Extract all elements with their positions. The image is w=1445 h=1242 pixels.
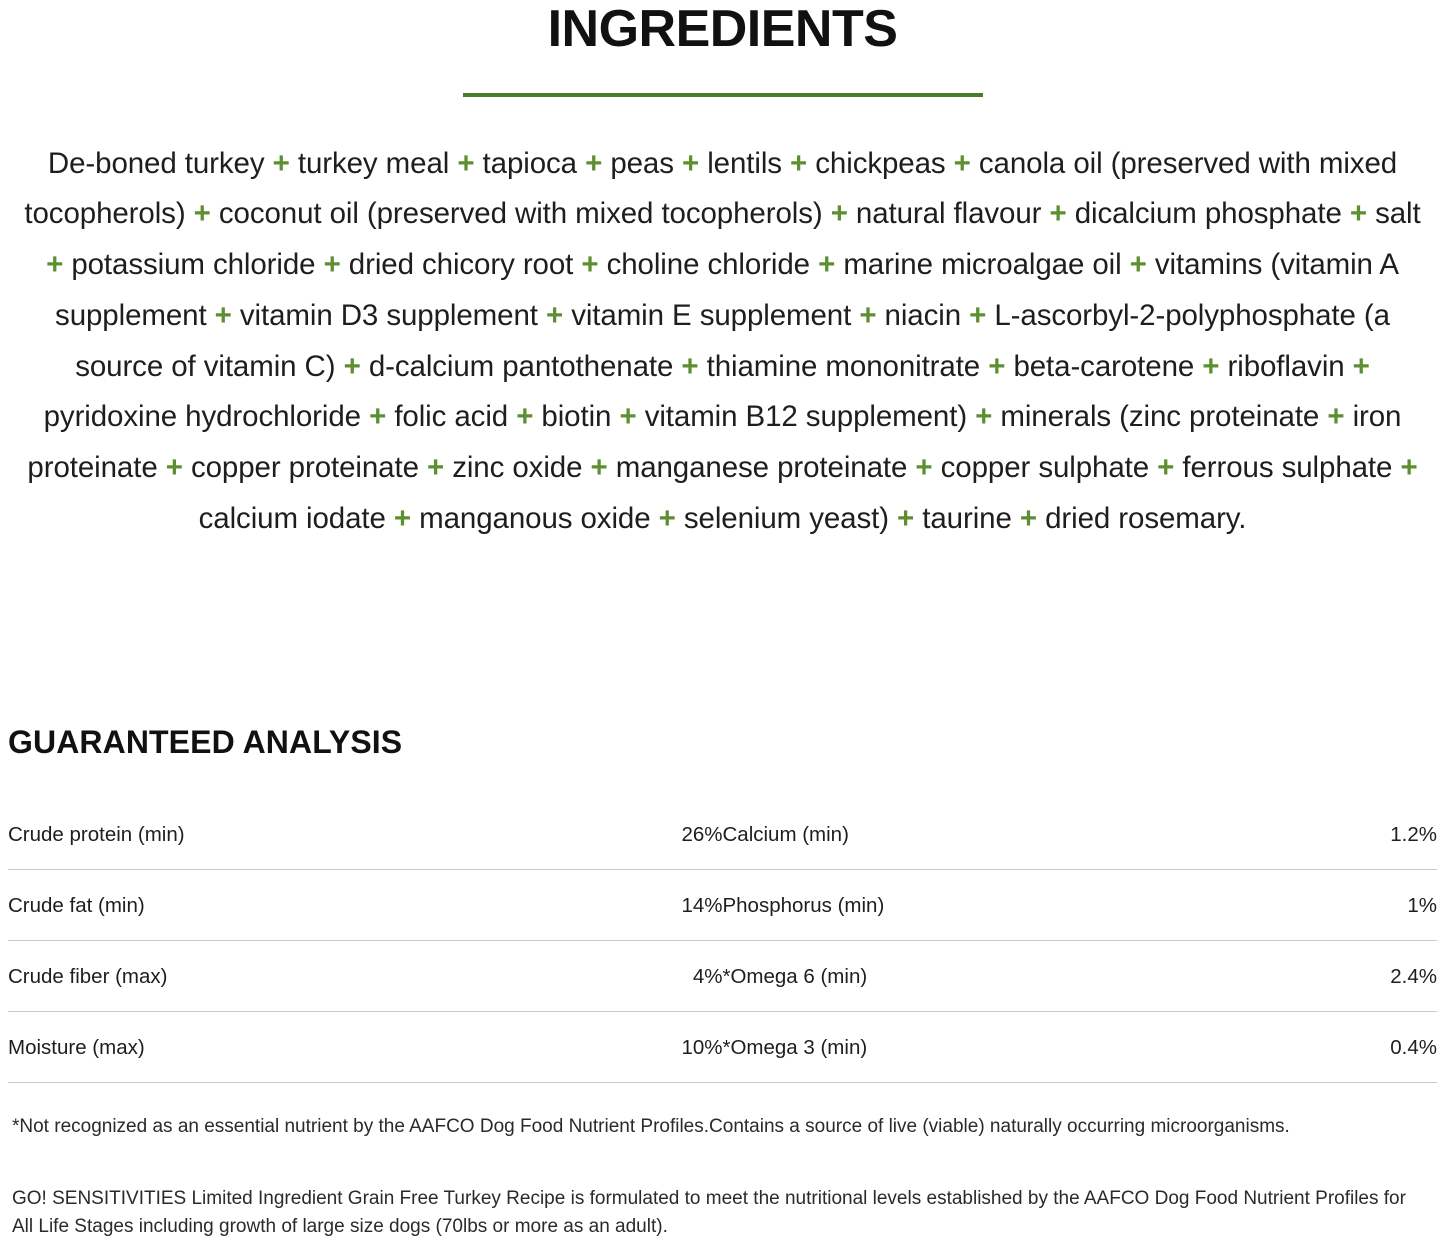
ingredient-separator: + bbox=[576, 146, 611, 180]
ingredient-item: lentils bbox=[707, 146, 782, 180]
ingredient-item: iron proteinate bbox=[27, 400, 1402, 484]
ingredient-item: coconut oil (preserved with mixed tocopherols) bbox=[218, 197, 823, 231]
ingredient-item: zinc oxide bbox=[452, 451, 583, 484]
ingredient-separator: + bbox=[537, 298, 572, 332]
ingredient-item: d-calcium pantothenate bbox=[368, 349, 674, 383]
table-row bbox=[8, 1011, 1437, 1082]
ingredient-separator: + bbox=[650, 501, 684, 535]
ingredient-item: dicalcium phosphate bbox=[1074, 197, 1342, 231]
guaranteed-analysis-table bbox=[8, 799, 1437, 1083]
ingredient-item: copper proteinate bbox=[190, 451, 419, 484]
ingredient-separator: + bbox=[315, 248, 349, 282]
ingredient-separator: + bbox=[46, 248, 72, 282]
ingredient-separator: + bbox=[385, 501, 420, 535]
ingredient-separator: + bbox=[673, 349, 707, 383]
nutrient-label: Crude fiber (max) bbox=[8, 940, 522, 1011]
ingredient-separator: + bbox=[611, 400, 645, 434]
ingredient-item: salt bbox=[1375, 197, 1421, 231]
ingredient-item: biotin bbox=[541, 400, 612, 434]
ingredient-separator: + bbox=[1392, 451, 1418, 484]
nutrient-label: Calcium (min) bbox=[722, 799, 1236, 870]
nutrient-value: 26% bbox=[522, 799, 722, 870]
ingredient-separator: + bbox=[1341, 197, 1376, 231]
ingredient-item: beta-carotene bbox=[1013, 349, 1195, 383]
ingredient-item: canola oil (preserved with mixed tocopherols) bbox=[24, 146, 1398, 231]
nutrient-label: *Omega 3 (min) bbox=[722, 1011, 1236, 1082]
nutrient-label: *Omega 6 (min) bbox=[722, 940, 1236, 1011]
ingredient-item: dried rosemary. bbox=[1045, 501, 1247, 535]
ingredient-item: manganous oxide bbox=[419, 501, 651, 535]
ingredient-separator: + bbox=[1319, 400, 1353, 434]
ingredient-separator: + bbox=[335, 349, 369, 383]
ingredient-separator: + bbox=[781, 146, 816, 180]
ingredients-list bbox=[8, 139, 1437, 545]
ingredient-separator: + bbox=[360, 400, 395, 434]
ingredient-item: folic acid bbox=[394, 400, 509, 434]
ingredient-item: vitamins (vitamin A supplement bbox=[55, 248, 1399, 332]
ingredient-separator: + bbox=[1121, 248, 1155, 282]
ingredient-separator: + bbox=[822, 197, 856, 231]
ingredient-separator: + bbox=[673, 146, 708, 180]
ingredient-separator: + bbox=[888, 501, 923, 535]
ingredient-item: taurine bbox=[922, 501, 1012, 535]
table-row bbox=[8, 869, 1437, 940]
ingredient-item: De-boned turkey bbox=[47, 146, 265, 180]
ingredient-item: dried chicory root bbox=[348, 248, 574, 282]
ingredient-separator: + bbox=[967, 400, 1001, 434]
ingredient-separator: + bbox=[449, 146, 483, 180]
nutrient-value: 10% bbox=[522, 1011, 722, 1082]
ingredient-separator: + bbox=[851, 298, 885, 332]
ingredient-item: choline chloride bbox=[606, 248, 810, 282]
ingredient-separator: + bbox=[418, 451, 453, 484]
ingredient-item: natural flavour bbox=[855, 197, 1042, 231]
ingredient-item: vitamin B12 supplement) bbox=[644, 400, 968, 434]
guaranteed-analysis-footnote: *Not recognized as an essential nutrient by the AAFCO Dog Food Nutrient Profiles.Contains a source of live (viable) naturally occurring microorganisms. bbox=[12, 1115, 1290, 1137]
table-row bbox=[8, 799, 1437, 870]
ingredient-separator: + bbox=[206, 298, 240, 332]
title-underline-divider bbox=[463, 93, 983, 97]
aafco-disclaimer: GO! SENSITIVITIES Limited Ingredient Grain Free Turkey Recipe is formulated to meet the nutritional levels established by the AAFCO Dog Food Nutrient Profiles for All Life Stages including growth of large size dogs (70lbs or more as an adult). bbox=[12, 1187, 1406, 1238]
ingredient-item: vitamin E supplement bbox=[571, 298, 852, 332]
ingredient-item: peas bbox=[610, 146, 674, 180]
ingredient-item: niacin bbox=[884, 298, 962, 332]
nutrient-value: 14% bbox=[522, 869, 722, 940]
ingredient-item: vitamin D3 supplement bbox=[239, 298, 538, 332]
ingredient-separator: + bbox=[907, 451, 941, 484]
nutrient-label: Phosphorus (min) bbox=[722, 869, 1236, 940]
ingredient-item: chickpeas bbox=[815, 146, 946, 180]
nutrient-label: Crude protein (min) bbox=[8, 799, 522, 870]
ingredient-separator: + bbox=[264, 146, 298, 180]
ingredient-separator: + bbox=[1149, 451, 1183, 484]
ingredient-separator: + bbox=[1041, 197, 1075, 231]
ingredient-item: turkey meal bbox=[297, 146, 450, 180]
nutrient-value: 1.2% bbox=[1237, 799, 1437, 870]
ingredient-item: selenium yeast) bbox=[683, 501, 889, 535]
ingredient-item: copper sulphate bbox=[940, 451, 1150, 484]
ingredient-separator: + bbox=[945, 146, 979, 180]
ingredient-separator: + bbox=[185, 197, 219, 231]
table-row bbox=[8, 940, 1437, 1011]
nutrient-value: 2.4% bbox=[1237, 940, 1437, 1011]
nutrient-value: 4% bbox=[522, 940, 722, 1011]
ingredient-item: riboflavin bbox=[1227, 349, 1345, 383]
ingredient-separator: + bbox=[961, 298, 995, 332]
ingredient-item: thiamine mononitrate bbox=[706, 349, 981, 383]
nutrient-label: Moisture (max) bbox=[8, 1011, 522, 1082]
ingredient-separator: + bbox=[809, 248, 844, 282]
ingredient-item: tapioca bbox=[482, 146, 577, 180]
ingredient-separator: + bbox=[508, 400, 542, 434]
ingredient-item: ferrous sulphate bbox=[1182, 451, 1393, 484]
ingredient-separator: + bbox=[582, 451, 616, 484]
ingredient-separator: + bbox=[1011, 501, 1046, 535]
ingredient-item: marine microalgae oil bbox=[843, 248, 1122, 282]
nutrient-value: 1% bbox=[1237, 869, 1437, 940]
guaranteed-analysis-title: GUARANTEED ANALYSIS bbox=[8, 723, 403, 760]
ingredient-item: pyridoxine hydrochloride bbox=[43, 400, 361, 434]
ingredient-item: manganese proteinate bbox=[615, 451, 908, 484]
ingredient-item: potassium chloride bbox=[71, 248, 316, 282]
ingredient-item: calcium iodate bbox=[198, 501, 386, 535]
nutrient-label: Crude fat (min) bbox=[8, 869, 522, 940]
ingredient-separator: + bbox=[157, 451, 191, 484]
ingredient-separator: + bbox=[980, 349, 1014, 383]
page-title: INGREDIENTS bbox=[547, 0, 898, 58]
ingredient-separator: + bbox=[573, 248, 607, 282]
ingredient-separator: + bbox=[1344, 349, 1370, 383]
ingredient-item: L-ascorbyl-2-polyphosphate (a source of vitamin C) bbox=[75, 298, 1390, 383]
ingredient-item: minerals (zinc proteinate bbox=[1000, 400, 1320, 434]
nutrient-value: 0.4% bbox=[1237, 1011, 1437, 1082]
ingredient-separator: + bbox=[1194, 349, 1228, 383]
